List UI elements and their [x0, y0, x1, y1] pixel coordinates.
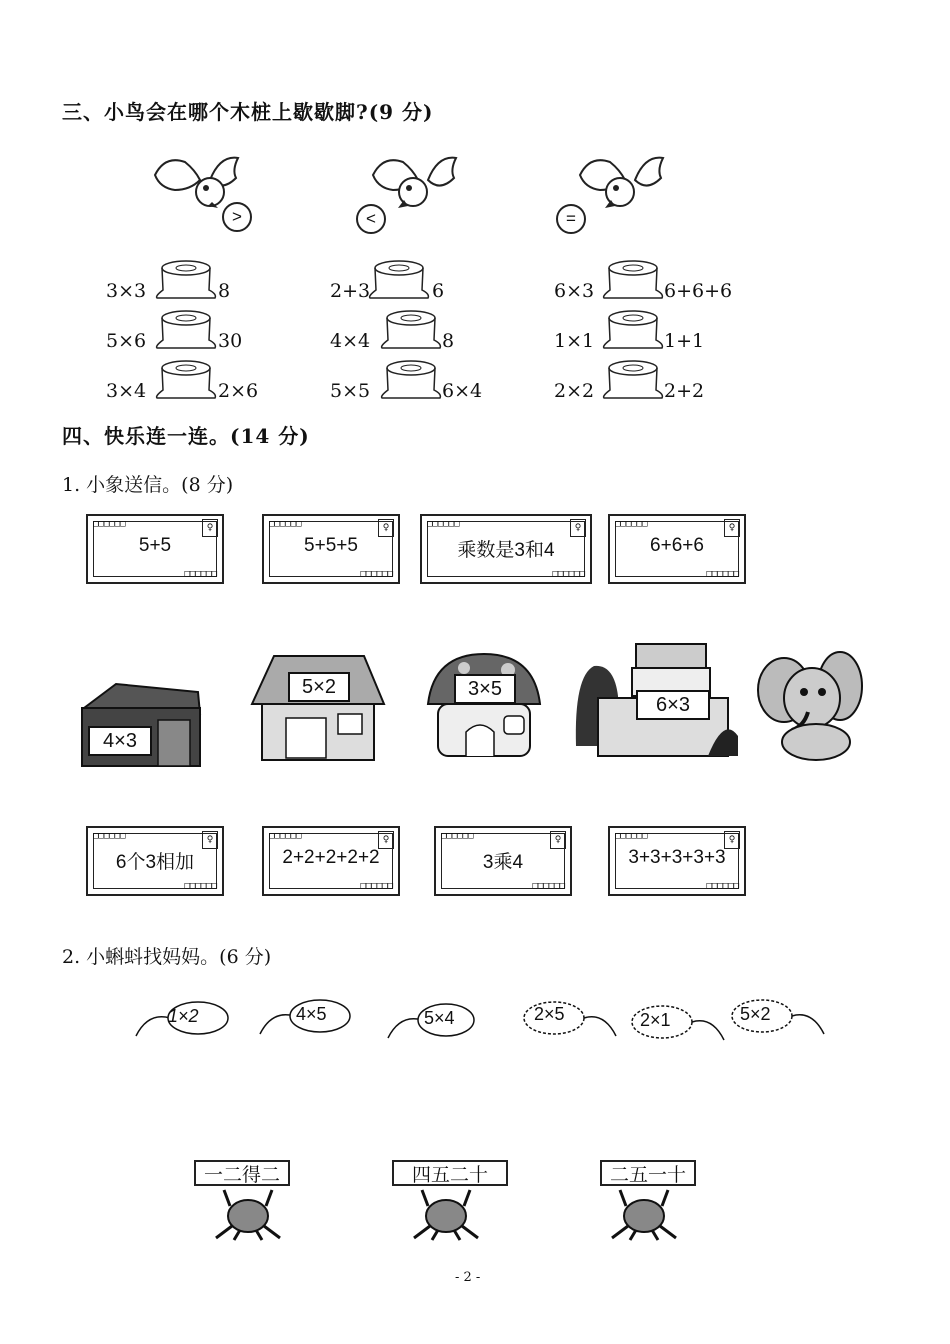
envelope: [608, 826, 746, 896]
expr-right: 30: [218, 330, 243, 352]
expr-right: 2+2: [664, 380, 705, 402]
stamp-icon: ♀: [724, 519, 740, 537]
frog-sign: 四五二十: [392, 1160, 508, 1186]
house-label: 5×2: [288, 672, 350, 702]
envelope-zip: □□□□□□: [184, 881, 217, 891]
stump-icon: [380, 308, 442, 350]
expr-right: 8: [442, 330, 455, 352]
stamp-icon: ♀: [202, 519, 218, 537]
expr-left: 1×1: [554, 330, 595, 352]
stamp-icon: ♀: [378, 519, 394, 537]
tadpole-label: 5×2: [740, 1004, 771, 1024]
expr-left: 4×4: [330, 330, 371, 352]
mushroom-house-icon: [424, 652, 544, 758]
envelope-zip: □□□□□□: [706, 569, 739, 579]
envelope-zip: □□□□□□: [615, 831, 648, 841]
expr-left: 5×6: [106, 330, 147, 352]
section4-title: 四、快乐连一连。(14 分): [62, 424, 310, 448]
page-number: - 2 -: [455, 1270, 481, 1285]
envelope: [262, 826, 400, 896]
envelope-text: 6+6+6: [650, 535, 704, 556]
house-label: 4×3: [88, 726, 152, 756]
envelope: [86, 826, 224, 896]
frog-sign: 二五一十: [600, 1160, 696, 1186]
expr-right: 8: [218, 280, 231, 302]
envelope: [608, 514, 746, 584]
stump-icon: [380, 358, 442, 400]
expr-left: 6×3: [554, 280, 595, 302]
expr-right: 6+6+6: [664, 280, 733, 302]
house-label: 6×3: [636, 690, 710, 720]
tadpole-label: 2×5: [534, 1004, 565, 1024]
elephant-icon: [754, 646, 864, 764]
stamp-icon: ♀: [202, 831, 218, 849]
envelope: [262, 514, 400, 584]
envelope-zip: □□□□□□: [706, 881, 739, 891]
expr-right: 2×6: [218, 380, 259, 402]
envelope-zip: □□□□□□: [360, 569, 393, 579]
frog-sign: 一二得二: [194, 1160, 290, 1186]
envelope-text: 6个3相加: [115, 852, 195, 873]
bird-icon: [575, 150, 680, 235]
expr-left: 2+3: [330, 280, 371, 302]
envelope-zip: □□□□□□: [184, 569, 217, 579]
part1-title: 1. 小象送信。(8 分): [62, 474, 234, 496]
tadpole-label: 4×5: [296, 1004, 327, 1024]
envelope-zip: □□□□□□: [615, 519, 648, 529]
envelope-zip: □□□□□□: [532, 881, 565, 891]
envelope-zip: □□□□□□: [360, 881, 393, 891]
frog-icon: [210, 1186, 286, 1242]
stamp-icon: ♀: [378, 831, 394, 849]
tadpole-label: 1×2: [168, 1006, 199, 1026]
envelope-text: 2+2+2+2+2: [282, 847, 380, 868]
envelope-zip: □□□□□□: [441, 831, 474, 841]
envelope: [420, 514, 592, 584]
envelope-text: 5+5: [138, 535, 172, 556]
stump-icon: [602, 308, 664, 350]
stamp-icon: ♀: [570, 519, 586, 537]
stump-icon: [602, 258, 664, 300]
envelope-text: 5+5+5: [304, 535, 358, 556]
envelope-text: 乘数是3和4: [457, 540, 555, 561]
expr-right: 1+1: [664, 330, 705, 352]
stump-icon: [368, 258, 430, 300]
part2-title: 2. 小蝌蚪找妈妈。(6 分): [62, 946, 272, 968]
frog-icon: [408, 1186, 484, 1242]
brick-house-icon: [250, 654, 386, 762]
stamp-icon: ♀: [550, 831, 566, 849]
tadpole-label: 2×1: [640, 1010, 671, 1030]
envelope-zip: □□□□□□: [93, 519, 126, 529]
envelope-zip: □□□□□□: [427, 519, 460, 529]
stump-icon: [155, 258, 217, 300]
envelope-text: 3乘4: [482, 852, 524, 873]
envelope: [434, 826, 572, 896]
stamp-icon: ♀: [724, 831, 740, 849]
section3-title: 三、小鸟会在哪个木桩上歇歇脚?(9 分): [62, 100, 434, 124]
stump-icon: [602, 358, 664, 400]
envelope-zip: □□□□□□: [269, 831, 302, 841]
expr-left: 2×2: [554, 380, 595, 402]
envelope-zip: □□□□□□: [269, 519, 302, 529]
expr-left: 3×3: [106, 280, 147, 302]
garage-house-icon: [76, 678, 206, 770]
bird-equal: [575, 150, 680, 239]
envelope-text: 3+3+3+3+3: [628, 847, 726, 868]
stump-icon: [155, 358, 217, 400]
envelope: [86, 514, 224, 584]
expr-left: 3×4: [106, 380, 147, 402]
expr-right: 6: [432, 280, 445, 302]
tadpole-label: 5×4: [424, 1008, 455, 1028]
symbol-equal: =: [556, 204, 586, 234]
stump-icon: [155, 308, 217, 350]
symbol-less: <: [356, 204, 386, 234]
house-label: 3×5: [454, 674, 516, 704]
symbol-greater: >: [222, 202, 252, 232]
envelope-zip: □□□□□□: [552, 569, 585, 579]
frog-icon: [606, 1186, 682, 1242]
expr-right: 6×4: [442, 380, 483, 402]
envelope-zip: □□□□□□: [93, 831, 126, 841]
expr-left: 5×5: [330, 380, 371, 402]
